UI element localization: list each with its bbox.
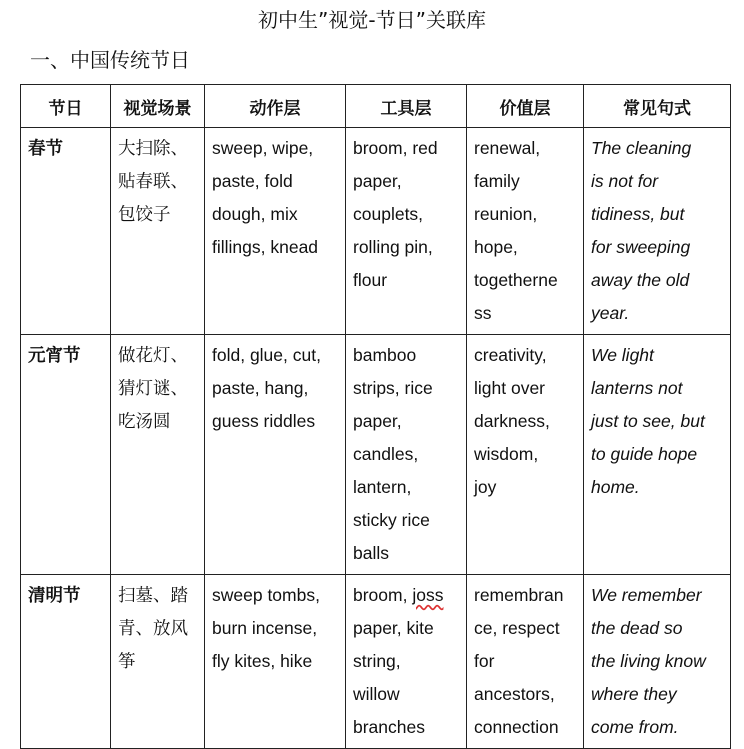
document-title: 初中生”视觉-节日”关联库 [258,8,486,32]
scene-line: 大扫除、 [118,138,188,158]
header-common-sentence: 常见句式 [584,85,731,128]
sentence-line: come from. [591,717,679,737]
festival-association-table [20,84,731,749]
sentence-cell [584,128,731,335]
action-cell [205,575,346,749]
tool-cell [346,128,467,335]
sentence-line: away the old [591,270,690,290]
value-line: renewal, [474,138,541,158]
sentence-line: for sweeping [591,237,691,257]
sentence-line: the dead so [591,618,683,638]
action-line: sweep, wipe, [212,138,314,158]
tool-line: sticky rice [353,510,430,530]
tool-line: paper, [353,411,402,431]
table-row [21,335,731,575]
action-line: fold, glue, cut, [212,345,321,365]
festival-cell: 春节 [21,128,111,335]
value-line: family [474,171,520,191]
action-line: paste, hang, [212,378,309,398]
tool-line: candles, [353,444,419,464]
tool-line: balls [353,543,389,563]
scene-line: 扫墓、踏 [118,585,188,605]
scene-line: 做花灯、 [118,345,188,365]
tool-line: flour [353,270,388,290]
value-line: ss [474,303,492,323]
action-line: fly kites, hike [212,651,313,671]
tool-line: paper, kite [353,618,434,638]
action-line: guess riddles [212,411,316,431]
value-line: light over [474,378,546,398]
value-cell [467,128,584,335]
scene-cell [111,575,205,749]
action-cell [205,335,346,575]
sentence-line: We remember [591,585,702,605]
tool-line: branches [353,717,425,737]
sentence-line: is not for [591,171,659,191]
sentence-line: lanterns not [591,378,683,398]
value-line: reunion, [474,204,538,224]
sentence-line: year. [591,303,630,323]
scene-cell [111,335,205,575]
value-cell [467,335,584,575]
action-line: sweep tombs, [212,585,320,605]
sentence-line: where they [591,684,677,704]
sentence-line: home. [591,477,640,497]
festival-cell: 清明节 [21,575,111,749]
value-line: togetherne [474,270,558,290]
sentence-cell [584,575,731,749]
table-header-row [21,85,731,128]
tool-cell [346,335,467,575]
header-action-layer: 动作层 [205,85,346,128]
tool-line: couplets, [353,204,424,224]
sentence-line: tidiness, but [591,204,685,224]
value-line: joy [474,477,497,497]
tool-cell [346,575,467,749]
scene-line: 筝 [118,651,136,671]
sentence-cell [584,335,731,575]
sentence-line: The cleaning [591,138,692,158]
action-line: dough, mix [212,204,298,224]
value-cell [467,575,584,749]
sentence-line: to guide hope [591,444,698,464]
scene-line: 贴春联、 [118,171,188,191]
value-line: creativity, [474,345,547,365]
sentence-line: We light [591,345,654,365]
header-festival: 节日 [21,85,111,128]
tool-line: string, [353,651,401,671]
action-cell [205,128,346,335]
action-line: paste, fold [212,171,293,191]
tool-line: paper, [353,171,402,191]
tool-line: bamboo [353,345,417,365]
scene-cell [111,128,205,335]
table-row [21,575,731,749]
spellcheck-flagged-word: joss [412,585,444,605]
tool-line [353,579,459,612]
value-line: for [474,651,495,671]
tool-line: broom, red [353,138,438,158]
sentence-line: just to see, but [591,411,705,431]
value-line: connection [474,717,559,737]
scene-line: 猜灯谜、 [118,378,188,398]
header-visual-scene: 视觉场景 [111,85,205,128]
value-line: darkness, [474,411,550,431]
value-line: hope, [474,237,518,257]
tool-line: lantern, [353,477,412,497]
scene-line: 吃汤圆 [118,411,171,431]
table-row [21,128,731,335]
header-tool-layer: 工具层 [346,85,467,128]
scene-line: 青、放风 [118,618,188,638]
tool-text: broom, [353,585,413,605]
festival-cell: 元宵节 [21,335,111,575]
sentence-line: the living know [591,651,706,671]
value-line: wisdom, [474,444,539,464]
value-line: ce, respect [474,618,560,638]
action-line: burn incense, [212,618,318,638]
action-line: fillings, knead [212,237,319,257]
tool-line: strips, rice [353,378,433,398]
value-line: remembran [474,585,564,605]
tool-line: rolling pin, [353,237,433,257]
header-value-layer: 价值层 [467,85,584,128]
value-line: ancestors, [474,684,555,704]
section-heading: 一、中国传统节日 [30,48,190,72]
tool-line: willow [353,684,400,704]
scene-line: 包饺子 [118,204,171,224]
